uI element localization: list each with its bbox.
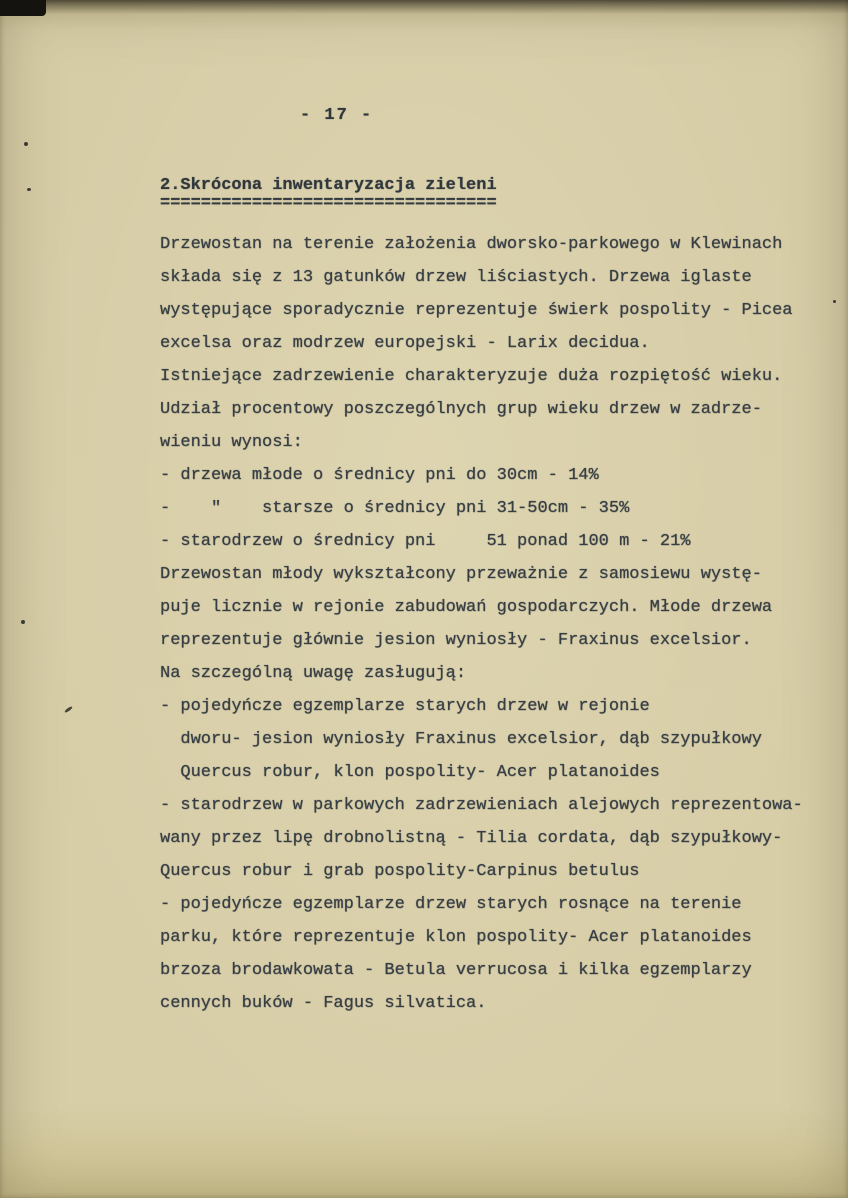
heading-underline: ================================= [160, 194, 497, 213]
text-line: Istniejące zadrzewienie charakteryzuje duża rozpiętość wieku. [160, 367, 783, 386]
text-line: dworu- jesion wyniosły Fraxinus excelsior, dąb szypułkowy [160, 730, 762, 749]
section-heading: 2.Skrócona inwentaryzacja zieleni [160, 176, 497, 195]
text-line: - pojedyńcze egzemplarze drzew starych rosnące na terenie [160, 895, 742, 914]
text-line: występujące sporadycznie reprezentuje świerk pospolity - Picea [160, 301, 793, 320]
text-line: wany przez lipę drobnolistną - Tilia cordata, dąb szypułkowy- [160, 829, 783, 848]
document-body [160, 228, 820, 1020]
text-line: - pojedyńcze egzemplarze starych drzew w rejonie [160, 697, 650, 716]
text-line: - starodrzew w parkowych zadrzewieniach alejowych reprezentowa- [160, 796, 803, 815]
text-line: Na szczególną uwagę zasługują: [160, 664, 467, 683]
page-number: - 17 - [300, 106, 374, 125]
text-line: składa się z 13 gatunków drzew liściastych. Drzewa iglaste [160, 268, 752, 287]
text-line: excelsa oraz modrzew europejski - Larix decidua. [160, 334, 650, 353]
text-line: parku, które reprezentuje klon pospolity- Acer platanoides [160, 928, 752, 947]
text-line: - drzewa młode o średnicy pni do 30cm - 14% [160, 466, 599, 485]
text-line: cennych buków - Fagus silvatica. [160, 994, 487, 1013]
text-line: wieniu wynosi: [160, 433, 303, 452]
text-line: - starodrzew o średnicy pni 51 ponad 100 m - 21% [160, 532, 691, 551]
paper-speck [833, 300, 836, 303]
text-line: Drzewostan na terenie założenia dworsko-parkowego w Klewinach [160, 235, 783, 254]
text-line: puje licznie w rejonie zabudowań gospodarczych. Młode drzewa [160, 598, 773, 617]
text-line: Udział procentowy poszczególnych grup wieku drzew w zadrze- [160, 400, 762, 419]
text-line: reprezentuje głównie jesion wyniosły - Fraxinus excelsior. [160, 631, 752, 650]
scanner-corner-artifact [0, 0, 46, 16]
text-line: - " starsze o średnicy pni 31-50cm - 35% [160, 499, 630, 518]
paper-speck [64, 706, 73, 714]
paper-speck [24, 142, 28, 146]
text-line: brzoza brodawkowata - Betula verrucosa i kilka egzemplarzy [160, 961, 752, 980]
scan-edge-shadow [0, 0, 848, 14]
text-line: Drzewostan młody wykształcony przeważnie z samosiewu wystę- [160, 565, 762, 584]
text-line: Quercus robur, klon pospolity- Acer platanoides [160, 763, 660, 782]
paper-speck [21, 620, 25, 624]
text-line: Quercus robur i grab pospolity-Carpinus betulus [160, 862, 640, 881]
paper-speck [27, 188, 31, 191]
